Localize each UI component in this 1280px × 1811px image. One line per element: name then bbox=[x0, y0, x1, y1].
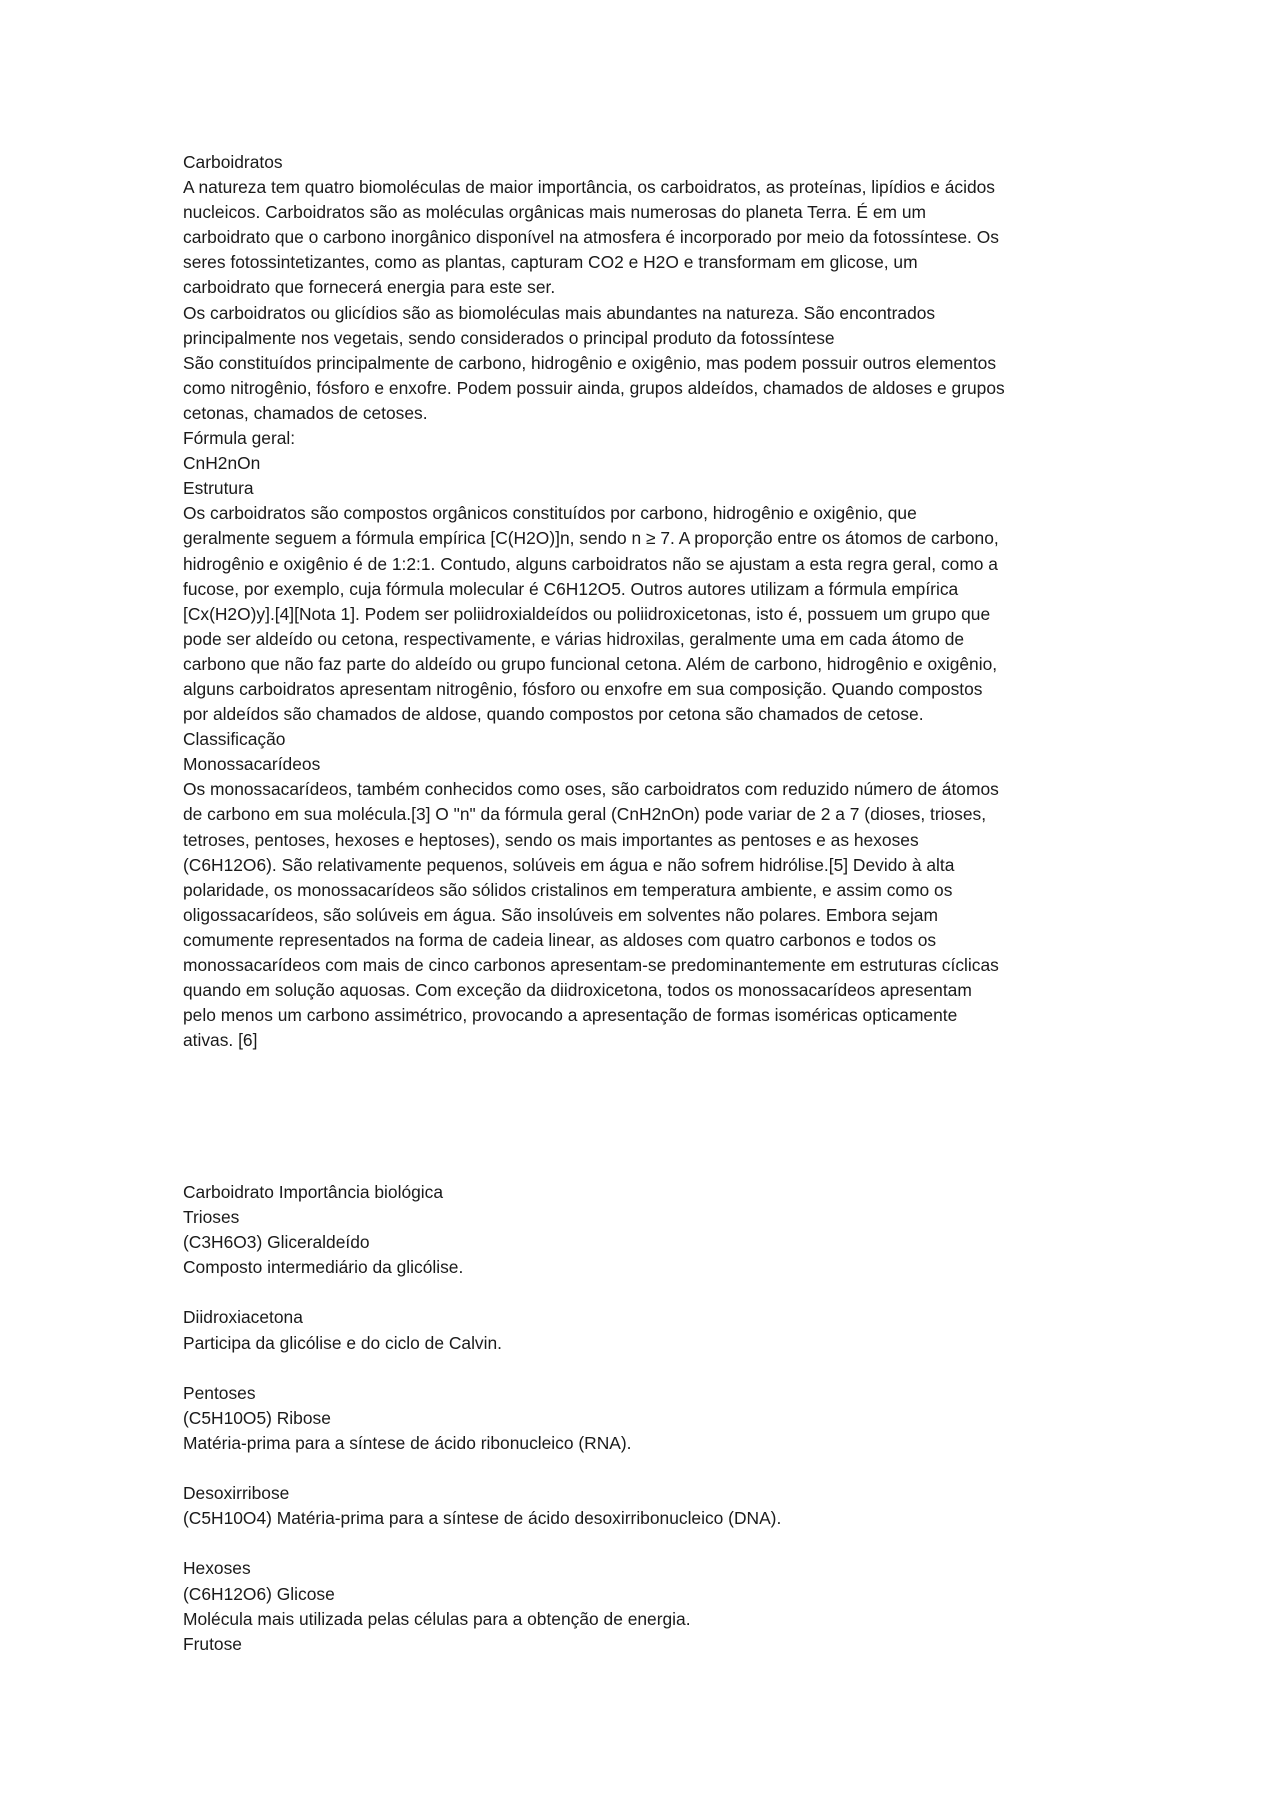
body-text-line: Fórmula geral: bbox=[183, 428, 296, 449]
table-text-line: Carboidrato Importância biológica bbox=[183, 1182, 444, 1202]
body-text-line: nucleicos. Carboidratos são as moléculas orgânicas mais numerosas do planeta Terra. É em um bbox=[183, 202, 927, 223]
body-text-line: tetroses, pentoses, hexoses e heptoses), sendo os mais importantes as pentoses e as hexoses bbox=[183, 829, 919, 850]
body-text-line: ativas. [6] bbox=[183, 1030, 258, 1051]
body-text-line: [Cx(H2O)y].[4][Nota 1]. Podem ser poliidroxialdeídos ou poliidroxicetonas, isto é, possuem um grupo que bbox=[183, 603, 991, 624]
body-text-line: CnH2nOn bbox=[183, 453, 261, 474]
table-text-line: Desoxirribose bbox=[183, 1483, 290, 1504]
body-text-line: comumente representados na forma de cadeia linear, as aldoses com quatro carbonos e todos os bbox=[183, 929, 937, 950]
body-text-line: carboidrato que o carbono inorgânico disponível na atmosfera é incorporado por meio da fotossíntese. Os bbox=[183, 227, 999, 248]
body-text-line: oligossacarídeos, são solúveis em água. São insolúveis em solventes não polares. Embora sejam bbox=[183, 904, 938, 925]
table-text-line: (C5H10O4) Matéria-prima para a síntese de ácido desoxirribonucleico (DNA). bbox=[183, 1508, 782, 1529]
table-text-line: Participa da glicólise e do ciclo de Calvin. bbox=[183, 1332, 502, 1353]
body-text-line: carboidrato que fornecerá energia para este ser. bbox=[183, 277, 556, 298]
table-text-line: Trioses bbox=[183, 1207, 240, 1228]
blank-line bbox=[183, 1280, 1103, 1305]
body-text-line: como nitrogênio, fósforo e enxofre. Podem possuir ainda, grupos aldeídos, chamados de aldoses e grupos bbox=[183, 377, 1005, 398]
blank-line bbox=[183, 1531, 1103, 1556]
table-text-line: Matéria-prima para a síntese de ácido ribonucleico (RNA). bbox=[183, 1432, 632, 1453]
body-text-line: monossacarídeos com mais de cinco carbonos apresentam-se predominantemente em estruturas cíclicas bbox=[183, 955, 999, 975]
body-text-line: pode ser aldeído ou cetona, respectivamente, e várias hidroxilas, geralmente uma em cada átomo de bbox=[183, 628, 965, 649]
body-text-line: Classificação bbox=[183, 729, 286, 750]
main-text-block bbox=[183, 150, 1103, 1053]
table-text-line: Frutose bbox=[183, 1633, 242, 1654]
blank-line bbox=[183, 1456, 1103, 1481]
body-text-line: carbono que não faz parte do aldeído ou grupo funcional cetona. Além de carbono, hidrogênio e oxigênio, bbox=[183, 653, 998, 674]
body-text-line: Os carboidratos são compostos orgânicos constituídos por carbono, hidrogênio e oxigênio, que bbox=[183, 503, 917, 524]
blank-line bbox=[183, 1356, 1103, 1381]
body-text-line: pelo menos um carbono assimétrico, provocando a apresentação de formas isoméricas opticamente bbox=[183, 1005, 958, 1026]
body-text-line: A natureza tem quatro biomoléculas de maior importância, os carboidratos, as proteínas, lipídios e ácidos bbox=[183, 177, 995, 198]
body-text-line: Monossacarídeos bbox=[183, 754, 321, 775]
body-text-line: Estrutura bbox=[183, 478, 254, 499]
table-text-line: (C5H10O5) Ribose bbox=[183, 1407, 331, 1428]
table-text-line: Diidroxiacetona bbox=[183, 1307, 303, 1328]
body-text-line: geralmente seguem a fórmula empírica [C(H2O)]n, sendo n ≥ 7. A proporção entre os átomos de carbono, bbox=[183, 528, 999, 549]
body-text-line: quando em solução aquosas. Com exceção da diidroxicetona, todos os monossacarídeos apresentam bbox=[183, 980, 972, 1001]
body-text-line: hidrogênio e oxigênio é de 1:2:1. Contudo, alguns carboidratos não se ajustam a esta regra geral, como a bbox=[183, 553, 998, 574]
body-text-line: seres fotossintetizantes, como as plantas, capturam CO2 e H2O e transformam em glicose, um bbox=[183, 252, 918, 273]
table-text-line: (C6H12O6) Glicose bbox=[183, 1583, 335, 1604]
table-text-line: Pentoses bbox=[183, 1382, 256, 1403]
table-text-line: (C3H6O3) Gliceraldeído bbox=[183, 1232, 370, 1253]
body-text-line: São constituídos principalmente de carbono, hidrogênio e oxigênio, mas podem possuir outros elementos bbox=[183, 352, 997, 373]
body-text-line: principalmente nos vegetais, sendo considerados o principal produto da fotossíntese bbox=[183, 327, 835, 348]
carbohydrate-table-text-block bbox=[183, 1180, 1103, 1657]
body-text-line: Os carboidratos ou glicídios são as biomoléculas mais abundantes na natureza. São encontrados bbox=[183, 302, 936, 323]
body-text-line: de carbono em sua molécula.[3] O "n" da fórmula geral (CnH2nOn) pode variar de 2 a 7 (dioses, trioses, bbox=[183, 804, 987, 825]
body-text-line: (C6H12O6). São relativamente pequenos, solúveis em água e não sofrem hidrólise.[5] Devido à alta bbox=[183, 854, 955, 875]
body-text-line: alguns carboidratos apresentam nitrogênio, fósforo ou enxofre em sua composição. Quando compostos bbox=[183, 678, 983, 699]
table-text-line: Composto intermediário da glicólise. bbox=[183, 1257, 464, 1278]
body-text-line: polaridade, os monossacarídeos são sólidos cristalinos em temperatura ambiente, e assim como os bbox=[183, 879, 953, 900]
body-text-line: Os monossacarídeos, também conhecidos como oses, são carboidratos com reduzido número de átomos bbox=[183, 779, 999, 800]
body-text-line: cetonas, chamados de cetoses. bbox=[183, 402, 428, 423]
body-text-line: Carboidratos bbox=[183, 152, 283, 172]
body-text-line: fucose, por exemplo, cuja fórmula molecular é C6H12O5. Outros autores utilizam a fórmula empírica bbox=[183, 578, 959, 599]
body-text-line: por aldeídos são chamados de aldose, quando compostos por cetona são chamados de cetose. bbox=[183, 704, 924, 725]
table-text-line: Hexoses bbox=[183, 1558, 251, 1579]
table-text-line: Molécula mais utilizada pelas células para a obtenção de energia. bbox=[183, 1608, 691, 1629]
